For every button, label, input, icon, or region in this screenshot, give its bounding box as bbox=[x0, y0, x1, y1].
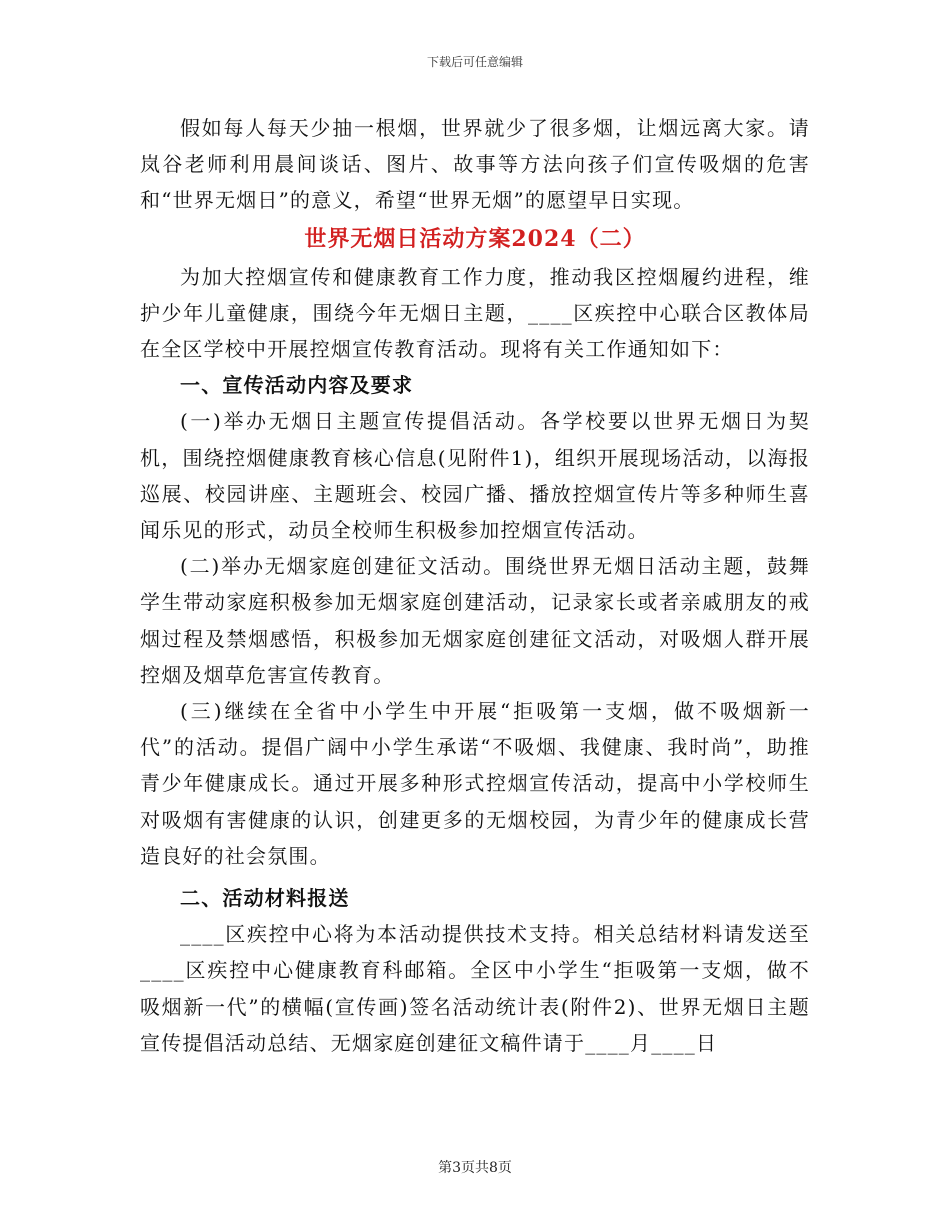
page-footer: 第3页共8页 bbox=[438, 1160, 512, 1176]
document-title: 世界无烟日活动方案2024（二） bbox=[304, 225, 646, 252]
section-1-item-2: (二)举办无烟家庭创建征文活动。围绕世界无烟日活动主题，鼓舞学生带动家庭积极参加无烟家庭创建活动，记录家长或者亲戚朋友的戒烟过程及禁烟感悟，积极参加无烟家庭创建征文活动，对吸烟人群开展控烟及烟草危害宣传教育。 bbox=[140, 554, 810, 687]
document-body bbox=[140, 110, 810, 1061]
section-1-item-3: (三)继续在全省中小学生中开展“拒吸第一支烟，做不吸烟新一代”的活动。提倡广阔中小学生承诺“不吸烟、我健康、我时尚”，助推青少年健康成长。通过开展多种形式控烟宣传活动，提高中小学校师生对吸烟有害健康的认识，创建更多的无烟校园，为青少年的健康成长营造良好的社会氛围。 bbox=[140, 699, 810, 868]
section-1-item-1: (一)举办无烟日主题宣传提倡活动。各学校要以世界无烟日为契机，围绕控烟健康教育核心信息(见附件1)，组织开展现场活动，以海报巡展、校园讲座、主题班会、校园广播、播放控烟宣传片等多种师生喜闻乐见的形式，动员全校师生积极参加控烟宣传活动。 bbox=[140, 409, 810, 543]
section-2-heading: 二、活动材料报送 bbox=[180, 886, 350, 911]
section-1-heading: 一、宣传活动内容及要求 bbox=[180, 373, 414, 398]
page-header: 下载后可任意编辑 bbox=[426, 55, 523, 69]
section-2-paragraph: ____区疾控中心将为本活动提供技术支持。相关总结材料请发送至____区疾控中心健康教育科邮箱。全区中小学生“拒吸第一支烟，做不吸烟新一代”的横幅(宣传画)签名活动统计表(附件2)、世界无烟日主题宣传提倡活动总结、无烟家庭创建征文稿件请于____月____日 bbox=[140, 922, 810, 1055]
opening-paragraph: 为加大控烟宣传和健康教育工作力度，推动我区控烟履约进程，维护少年儿童健康，围绕今年无烟日主题，____区疾控中心联合区教体局在全区学校中开展控烟宣传教育活动。现将有关工作通知如下： bbox=[140, 264, 810, 362]
intro-paragraph: 假如每人每天少抽一根烟，世界就少了很多烟，让烟远离大家。请岚谷老师利用晨间谈话、图片、故事等方法向孩子们宣传吸烟的危害和“世界无烟日”的意义，希望“世界无烟”的愿望早日实现。 bbox=[140, 116, 810, 213]
